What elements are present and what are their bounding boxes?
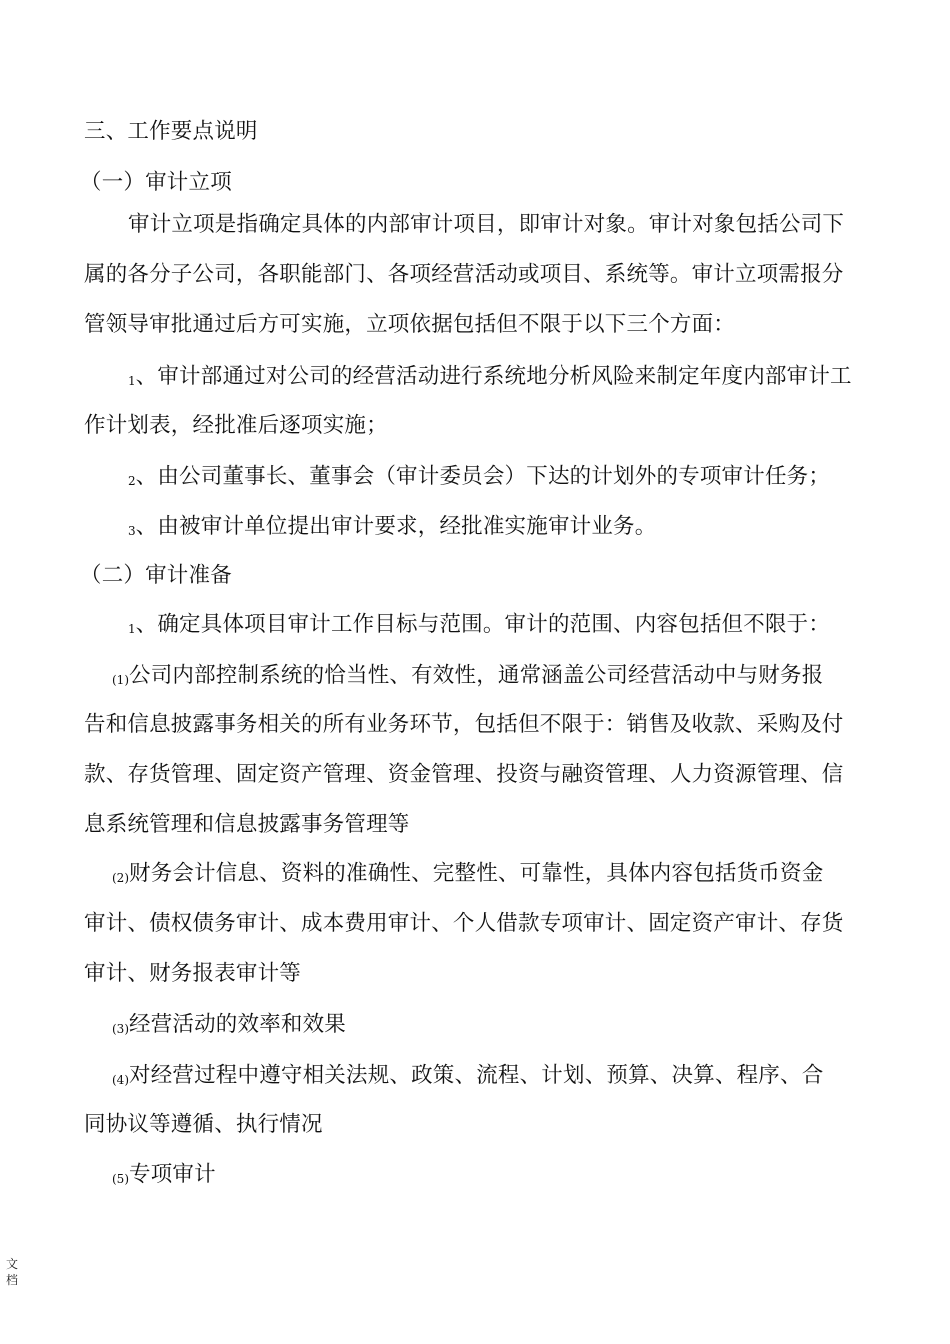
subitem-1-line-4: 息系统管理和信息披露事务管理等 bbox=[84, 812, 410, 837]
item-text: 、由被审计单位提出审计要求，经批准实施审计业务。 bbox=[135, 514, 657, 539]
section-1-item-2 bbox=[128, 462, 830, 496]
footer-label: 文档 bbox=[6, 1257, 19, 1287]
subitem-3 bbox=[112, 1010, 346, 1044]
item-number: 3 bbox=[128, 524, 136, 538]
subitem-number: (1) bbox=[112, 673, 129, 687]
subitem-number: (3) bbox=[112, 1022, 129, 1036]
section-1-item-1-line-1 bbox=[128, 362, 852, 396]
item-text: 、审计部通过对公司的经营活动进行系统地分析风险来制定年度内部审计工 bbox=[135, 364, 852, 389]
subitem-number: (5) bbox=[112, 1172, 129, 1186]
item-text: 、确定具体项目审计工作目标与范围。审计的范围、内容包括但不限于： bbox=[135, 612, 831, 637]
subitem-1-line-1 bbox=[112, 661, 823, 695]
section-1-intro-line-1: 审计立项是指确定具体的内部审计项目，即审计对象。审计对象包括公司下 bbox=[128, 212, 845, 237]
subitem-text: 财务会计信息、资料的准确性、完整性、可靠性，具体内容包括货币资金 bbox=[129, 861, 824, 886]
section-2-title: （二）审计准备 bbox=[80, 563, 232, 588]
item-text: 、由公司董事长、董事会（审计委员会）下达的计划外的专项审计任务； bbox=[135, 464, 831, 489]
subitem-4-line-2: 同协议等遵循、执行情况 bbox=[84, 1112, 323, 1137]
section-2-item-1 bbox=[128, 610, 830, 644]
subitem-2-line-2: 审计、债权债务审计、成本费用审计、个人借款专项审计、固定资产审计、存货 bbox=[84, 911, 844, 936]
section-1-intro-line-2: 属的各分子公司，各职能部门、各项经营活动或项目、系统等。审计立项需报分 bbox=[84, 262, 844, 287]
subitem-2-line-3: 审计、财务报表审计等 bbox=[84, 961, 302, 986]
subitem-text: 公司内部控制系统的恰当性、有效性，通常涵盖公司经营活动中与财务报 bbox=[129, 663, 824, 688]
subitem-1-line-2: 告和信息披露事务相关的所有业务环节，包括但不限于：销售及收款、采购及付 bbox=[84, 712, 844, 737]
subitem-5 bbox=[112, 1160, 216, 1194]
subitem-1-line-3: 款、存货管理、固定资产管理、资金管理、投资与融资管理、人力资源管理、信 bbox=[84, 762, 844, 787]
subitem-number: (2) bbox=[112, 871, 129, 885]
section-1-intro-line-3: 管领导审批通过后方可实施，立项依据包括但不限于以下三个方面： bbox=[84, 312, 736, 337]
subitem-4-line-1 bbox=[112, 1061, 823, 1095]
subitem-text: 对经营过程中遵守相关法规、政策、流程、计划、预算、决算、程序、合 bbox=[129, 1063, 824, 1088]
section-1-title: （一）审计立项 bbox=[80, 170, 232, 195]
subitem-2-line-1 bbox=[112, 859, 823, 893]
item-number: 1 bbox=[128, 622, 136, 636]
section-1-item-3 bbox=[128, 512, 656, 546]
subitem-text: 经营活动的效率和效果 bbox=[129, 1012, 347, 1037]
item-number: 1 bbox=[128, 374, 136, 388]
subitem-text: 专项审计 bbox=[129, 1162, 216, 1187]
subitem-number: (4) bbox=[112, 1073, 129, 1087]
section-1-item-1-line-2: 作计划表，经批准后逐项实施； bbox=[84, 413, 388, 438]
item-number: 2 bbox=[128, 474, 136, 488]
section-heading: 三、工作要点说明 bbox=[84, 119, 258, 144]
